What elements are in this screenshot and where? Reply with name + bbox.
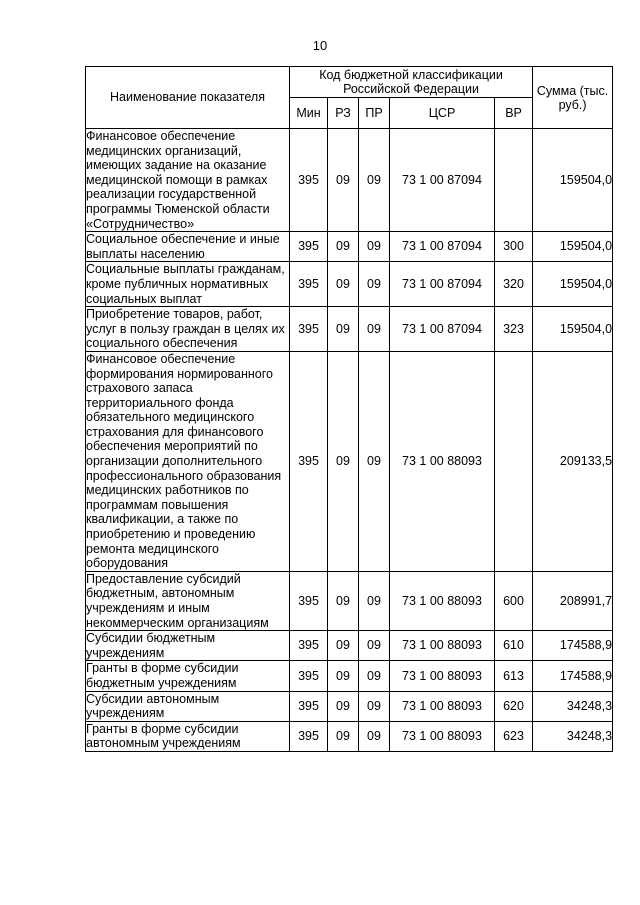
row-name: Финансовое обеспечение формирования нормированного страхового запаса территориального фонда обязательного медицинского страхования для финансового обеспечения мероприятий по организации дополнительного профессионального образования медицинских работников по программам повышения квалификации, а также по приобретению и проведению ремонта медицинского оборудования bbox=[86, 351, 290, 571]
row-csr: 73 1 00 88093 bbox=[390, 631, 495, 661]
row-min: 395 bbox=[290, 661, 328, 691]
row-pr: 09 bbox=[359, 262, 390, 307]
row-csr: 73 1 00 88093 bbox=[390, 571, 495, 630]
row-min: 395 bbox=[290, 307, 328, 352]
row-sum: 174588,9 bbox=[533, 661, 613, 691]
row-rz: 09 bbox=[328, 631, 359, 661]
row-sum: 159504,0 bbox=[533, 307, 613, 352]
row-vr: 620 bbox=[495, 691, 533, 721]
row-name: Приобретение товаров, работ, услуг в пользу граждан в целях их социального обеспечения bbox=[86, 307, 290, 352]
row-pr: 09 bbox=[359, 307, 390, 352]
table-body bbox=[86, 129, 613, 752]
row-name: Предоставление субсидий бюджетным, автономным учреждениям и иным некоммерческим организациям bbox=[86, 571, 290, 630]
row-name: Социальное обеспечение и иные выплаты населению bbox=[86, 232, 290, 262]
row-rz: 09 bbox=[328, 721, 359, 751]
row-name: Гранты в форме субсидии бюджетным учреждениям bbox=[86, 661, 290, 691]
row-csr: 73 1 00 88093 bbox=[390, 691, 495, 721]
row-vr: 600 bbox=[495, 571, 533, 630]
row-csr: 73 1 00 87094 bbox=[390, 129, 495, 232]
budget-table bbox=[85, 66, 613, 752]
row-name: Субсидии автономным учреждениям bbox=[86, 691, 290, 721]
row-rz: 09 bbox=[328, 232, 359, 262]
row-vr: 300 bbox=[495, 232, 533, 262]
row-pr: 09 bbox=[359, 691, 390, 721]
row-min: 395 bbox=[290, 262, 328, 307]
row-sum: 34248,3 bbox=[533, 721, 613, 751]
row-pr: 09 bbox=[359, 129, 390, 232]
row-vr bbox=[495, 129, 533, 232]
row-vr: 623 bbox=[495, 721, 533, 751]
table-row bbox=[86, 661, 613, 691]
page-number: 10 bbox=[312, 38, 328, 53]
row-sum: 209133,5 bbox=[533, 351, 613, 571]
row-vr bbox=[495, 351, 533, 571]
header-csr: ЦСР bbox=[390, 98, 495, 129]
table-row bbox=[86, 631, 613, 661]
table-row bbox=[86, 129, 613, 232]
row-rz: 09 bbox=[328, 661, 359, 691]
row-vr: 613 bbox=[495, 661, 533, 691]
table-row bbox=[86, 232, 613, 262]
row-pr: 09 bbox=[359, 232, 390, 262]
row-pr: 09 bbox=[359, 721, 390, 751]
row-min: 395 bbox=[290, 721, 328, 751]
row-pr: 09 bbox=[359, 351, 390, 571]
row-name: Социальные выплаты гражданам, кроме публичных нормативных социальных выплат bbox=[86, 262, 290, 307]
row-sum: 159504,0 bbox=[533, 129, 613, 232]
row-vr: 610 bbox=[495, 631, 533, 661]
row-min: 395 bbox=[290, 691, 328, 721]
row-rz: 09 bbox=[328, 307, 359, 352]
header-pr: ПР bbox=[359, 98, 390, 129]
row-min: 395 bbox=[290, 129, 328, 232]
row-rz: 09 bbox=[328, 691, 359, 721]
header-vr: ВР bbox=[495, 98, 533, 129]
table-row bbox=[86, 691, 613, 721]
row-name: Финансовое обеспечение медицинских организаций, имеющих задание на оказание медицинской помощи в рамках реализации государственной программы Тюменской области «Сотрудничество» bbox=[86, 129, 290, 232]
row-pr: 09 bbox=[359, 631, 390, 661]
row-csr: 73 1 00 87094 bbox=[390, 232, 495, 262]
table-row bbox=[86, 571, 613, 630]
row-sum: 159504,0 bbox=[533, 262, 613, 307]
row-csr: 73 1 00 87094 bbox=[390, 262, 495, 307]
row-vr: 320 bbox=[495, 262, 533, 307]
row-csr: 73 1 00 88093 bbox=[390, 351, 495, 571]
row-min: 395 bbox=[290, 232, 328, 262]
row-csr: 73 1 00 88093 bbox=[390, 721, 495, 751]
header-name: Наименование показателя bbox=[86, 67, 290, 129]
row-vr: 323 bbox=[495, 307, 533, 352]
row-min: 395 bbox=[290, 571, 328, 630]
row-sum: 208991,7 bbox=[533, 571, 613, 630]
table-row bbox=[86, 262, 613, 307]
row-min: 395 bbox=[290, 631, 328, 661]
row-csr: 73 1 00 88093 bbox=[390, 661, 495, 691]
row-sum: 159504,0 bbox=[533, 232, 613, 262]
row-rz: 09 bbox=[328, 129, 359, 232]
table-row bbox=[86, 721, 613, 751]
header-code-group: Код бюджетной классификации Российской Федерации bbox=[290, 67, 533, 98]
row-csr: 73 1 00 87094 bbox=[390, 307, 495, 352]
row-pr: 09 bbox=[359, 571, 390, 630]
row-rz: 09 bbox=[328, 351, 359, 571]
row-min: 395 bbox=[290, 351, 328, 571]
row-name: Гранты в форме субсидии автономным учреждениям bbox=[86, 721, 290, 751]
table-header bbox=[86, 67, 613, 129]
header-sum: Сумма (тыс. руб.) bbox=[533, 67, 613, 129]
header-min: Мин bbox=[290, 98, 328, 129]
header-rz: РЗ bbox=[328, 98, 359, 129]
row-name: Субсидии бюджетным учреждениям bbox=[86, 631, 290, 661]
row-pr: 09 bbox=[359, 661, 390, 691]
row-rz: 09 bbox=[328, 571, 359, 630]
table-row bbox=[86, 351, 613, 571]
row-sum: 174588,9 bbox=[533, 631, 613, 661]
row-rz: 09 bbox=[328, 262, 359, 307]
row-sum: 34248,3 bbox=[533, 691, 613, 721]
table-row bbox=[86, 307, 613, 352]
